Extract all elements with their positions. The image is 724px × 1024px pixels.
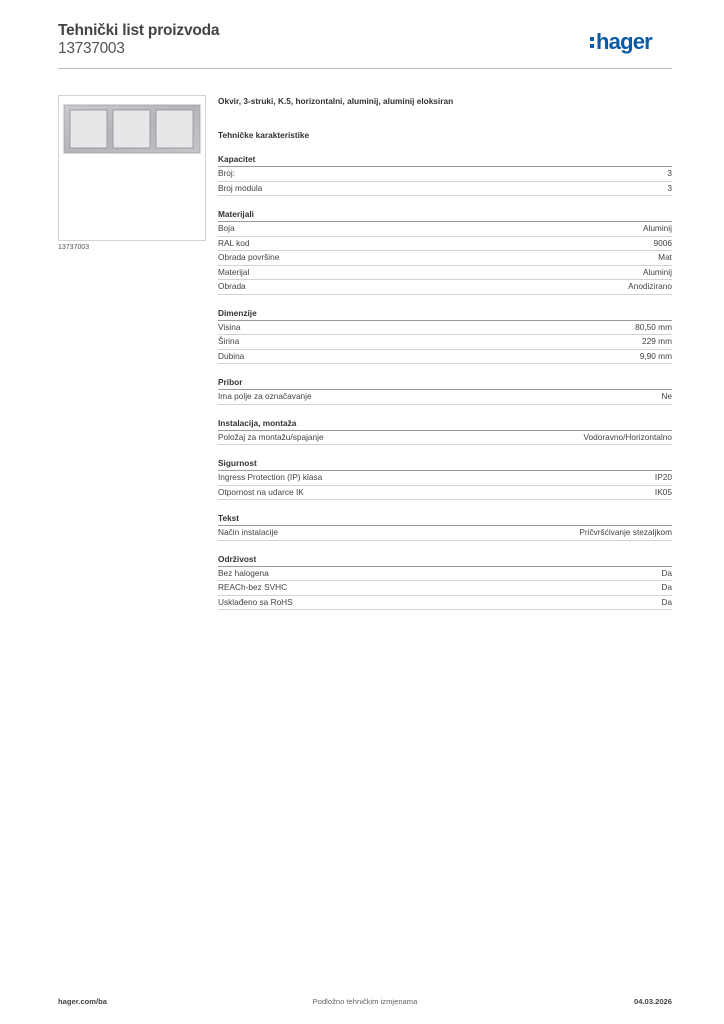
footer-date: 04.03.2026 <box>633 997 672 1006</box>
group-title: Održivost <box>218 554 672 567</box>
spec-row <box>218 581 672 596</box>
spec-label: REACh-bez SVHC <box>218 582 288 592</box>
spec-row <box>218 390 672 405</box>
group-title: Materijali <box>218 209 672 222</box>
footer-website-link[interactable]: hager.com/ba <box>58 997 107 1006</box>
spec-group-odrzivost <box>218 554 672 611</box>
spec-value: 3 <box>667 182 672 193</box>
spec-group-materijali <box>218 209 672 295</box>
footer-note: Podložno tehničkim izmjenama <box>312 997 418 1006</box>
spec-row <box>218 350 672 365</box>
spec-row <box>218 237 672 252</box>
spec-row <box>218 335 672 350</box>
group-title: Instalacija, montaža <box>218 418 672 431</box>
spec-group-dimenzije <box>218 308 672 365</box>
spec-row <box>218 266 672 281</box>
product-description: Okvir, 3-struki, K.5, horizontalni, aluminij, aluminij eloksiran <box>218 96 454 106</box>
spec-group-pribor <box>218 377 672 405</box>
svg-text:hager: hager <box>596 29 652 54</box>
hager-logo <box>588 28 672 56</box>
spec-value: 229 mm <box>642 336 672 346</box>
spec-value: 80,50 mm <box>635 321 672 332</box>
spec-value: 3 <box>667 168 672 178</box>
spec-label: Materijal <box>218 266 250 277</box>
spec-label: Širina <box>218 336 240 346</box>
spec-row <box>218 526 672 541</box>
spec-label: Ingress Protection (IP) klasa <box>218 472 323 482</box>
spec-group-instalacija <box>218 418 672 446</box>
spec-row <box>218 321 672 336</box>
spec-row <box>218 471 672 486</box>
spec-group-sigurnost <box>218 458 672 500</box>
spec-label: Bez halogena <box>218 567 269 578</box>
spec-row <box>218 280 672 295</box>
spec-value: Da <box>661 567 672 578</box>
spec-value: Da <box>661 596 672 607</box>
section-title: Tehničke karakteristike <box>218 130 310 140</box>
spec-label: Broj modula <box>218 182 263 193</box>
spec-row <box>218 431 672 446</box>
spec-label: Način instalacije <box>218 527 278 537</box>
product-code: 13737003 <box>58 40 125 57</box>
product-image <box>58 95 206 241</box>
image-caption: 13737003 <box>58 244 90 251</box>
spec-value: 9,90 mm <box>639 350 672 361</box>
spec-label: Položaj za montažu/spajanje <box>218 431 324 442</box>
spec-value: Ne <box>661 391 672 401</box>
spec-group-kapacitet <box>218 154 672 196</box>
spec-row <box>218 486 672 501</box>
spec-label: Broj: <box>218 168 236 178</box>
spec-label: Visina <box>218 321 241 332</box>
document-title: Tehnički list proizvoda <box>58 22 220 39</box>
group-title: Dimenzije <box>218 308 672 321</box>
spec-value: Mat <box>658 252 672 262</box>
spec-value: IK05 <box>654 486 672 497</box>
spec-label: Otpornost na udarce IK <box>218 486 304 497</box>
spec-row <box>218 251 672 266</box>
spec-row <box>218 222 672 237</box>
spec-label: Obrada površine <box>218 252 280 262</box>
group-title: Kapacitet <box>218 154 672 167</box>
spec-label: Ima polje za označavanje <box>218 391 312 401</box>
spec-group-tekst <box>218 513 672 541</box>
spec-value: Aluminij <box>642 266 672 277</box>
spec-row <box>218 167 672 182</box>
spec-label: Dubina <box>218 350 245 361</box>
group-title: Tekst <box>218 513 672 526</box>
spec-row <box>218 182 672 197</box>
spec-value: 9006 <box>653 237 672 248</box>
group-title: Pribor <box>218 377 672 390</box>
spec-value: Aluminij <box>642 223 672 233</box>
spec-content <box>218 96 672 610</box>
spec-label: Boja <box>218 223 235 233</box>
spec-row <box>218 596 672 611</box>
spec-value: IP20 <box>654 472 672 482</box>
spec-value: Anodizirano <box>628 281 672 291</box>
group-title: Sigurnost <box>218 458 672 471</box>
spec-label: RAL kod <box>218 237 250 248</box>
frame-illustration <box>59 96 205 240</box>
spec-value: Da <box>661 582 672 592</box>
spec-label: Obrada <box>218 281 246 291</box>
page-header <box>58 22 672 58</box>
header-divider <box>58 68 672 69</box>
spec-value: Pričvršćivanje stezaljkom <box>579 527 672 537</box>
spec-value: Vodoravno/Horizontalno <box>583 431 672 442</box>
spec-label: Usklađeno sa RoHS <box>218 596 293 607</box>
spec-row <box>218 567 672 582</box>
